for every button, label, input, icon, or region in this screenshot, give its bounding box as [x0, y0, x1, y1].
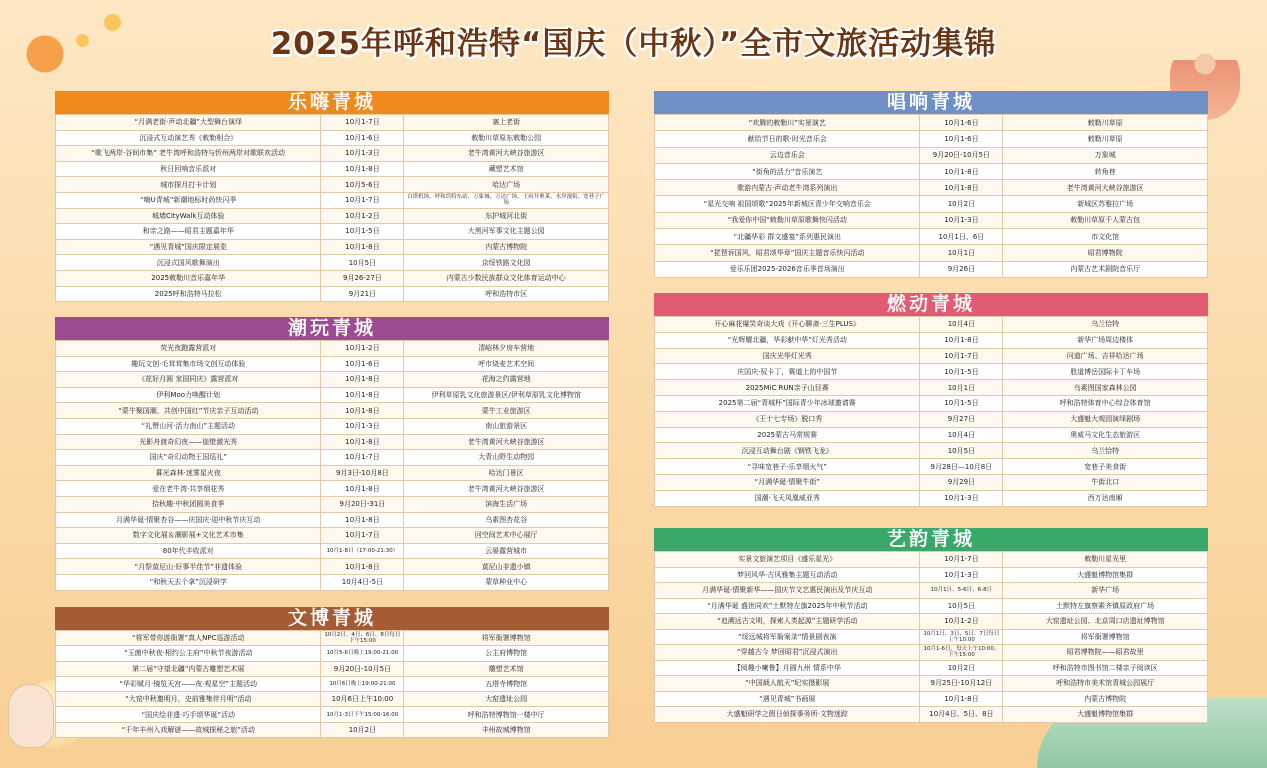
table-row: [56, 676, 609, 691]
event-name: 爱乐乐团2025-2026音乐季首场演出: [655, 261, 920, 277]
event-name: 国潮·飞天凤凰威亚秀: [655, 490, 920, 506]
table-row: [655, 245, 1208, 261]
event-name: 国庆“奇幻动物王国巡礼”: [56, 450, 321, 466]
event-date: 9月25日-10月12日: [920, 676, 1003, 692]
event-venue: 蒙牛工业旅游区: [404, 403, 609, 419]
event-venue: 乌素图杏花谷: [404, 512, 609, 528]
table-row: [655, 212, 1208, 228]
event-name: 【阅趣小喇鲁】月圆九州 情系中华: [655, 660, 920, 676]
event-name: 沉浸式国风歌舞演出: [56, 255, 321, 271]
table-row: [56, 115, 609, 131]
table-row: [56, 286, 609, 302]
section-chaowan: [55, 317, 609, 591]
table-row: [56, 146, 609, 162]
event-venue: 大窑遗址公园: [404, 692, 609, 707]
event-name: 沉浸式互动演艺秀《敕勒相合》: [56, 130, 321, 146]
event-venue: 伊利草原乳文化旅游景区/伊利草原乳文化博物馆: [404, 387, 609, 403]
table-row: [56, 434, 609, 450]
event-venue: 老牛湾黄河大峡谷旅游区: [404, 481, 609, 497]
event-date: 10月1-8日: [920, 180, 1003, 196]
event-date: 9月20日-10月5日: [920, 147, 1003, 163]
event-name: “月满华诞·情聚牛街”: [655, 474, 920, 490]
section-title: 艺韵青城: [654, 528, 1208, 551]
event-name: “遇见青城”书画展: [655, 691, 920, 707]
event-name: “中国载人航天”纪实摄影展: [655, 676, 920, 692]
event-date: 10月1-7日: [920, 348, 1003, 364]
event-venue: 大窑遗址公园、北京周口店遗址博物馆: [1003, 614, 1208, 630]
table-row: [655, 474, 1208, 490]
event-name: 云边音乐会: [655, 147, 920, 163]
event-name: 爱在老牛湾·共享烟花秀: [56, 481, 321, 497]
event-name: 2025呼和浩特马拉松: [56, 286, 321, 302]
event-venue: 呼市烧麦艺术空间: [404, 356, 609, 372]
event-date: 10月1-8日: [920, 332, 1003, 348]
table-row: [655, 261, 1208, 277]
event-date: 10月1-3日: [321, 146, 404, 162]
event-date: 10月1日、3日、5日、7日每日上午10:00: [920, 629, 1003, 645]
event-date: 10月1-8日: [321, 161, 404, 177]
table-row: [56, 192, 609, 208]
event-name: “北疆华彩 群文盛宴”系列惠民演出: [655, 229, 920, 245]
table-row: [655, 427, 1208, 443]
event-date: 10月2日: [920, 196, 1003, 212]
event-name: 拾秋趣·中秋团圆美食季: [56, 496, 321, 512]
section-yiyun: [654, 528, 1208, 723]
table-row: [56, 130, 609, 146]
event-name: 献给节日的歌·时光音乐会: [655, 131, 920, 147]
event-name: 趣玩文创·毛茸茸集市场文创互动体验: [56, 356, 321, 372]
event-name: 开心麻花爆笑奇谈大戏《开心聊斋·三生PLUS》: [655, 317, 920, 333]
event-name: “我爱你中国”敕勒川草原歌舞快闪活动: [655, 212, 920, 228]
event-date: 9月29日: [920, 474, 1003, 490]
event-date: 10月1-8日: [920, 691, 1003, 707]
table-row: [655, 707, 1208, 723]
event-venue: 五塔寺博物馆: [404, 676, 609, 691]
event-venue: 敕勒川草原东敕勒公园: [404, 130, 609, 146]
event-name: 80年代丰收派对: [56, 543, 321, 559]
event-name: 歌游内蒙古·声动老牛湾系列演出: [655, 180, 920, 196]
event-venue: 呼和浩特博物馆一楼中厅: [404, 707, 609, 722]
event-venue: 转角巷: [1003, 163, 1208, 179]
event-date: 9月20日-31日: [321, 496, 404, 512]
event-venue: 土默特左旗察素齐镇原政府广场: [1003, 598, 1208, 614]
event-venue: 哈达广场: [404, 177, 609, 193]
event-name: “穿越古今 梦回昭君”沉浸式演出: [655, 645, 920, 661]
table-row: [655, 332, 1208, 348]
event-date: 10月1-6日: [321, 130, 404, 146]
event-date: 10月1-8日: [321, 434, 404, 450]
event-date: 10月1-3日: [920, 212, 1003, 228]
table-row: [56, 403, 609, 419]
event-venue: 将军衙署博物馆: [1003, 629, 1208, 645]
table-row: [655, 614, 1208, 630]
table-row: [655, 147, 1208, 163]
event-name: “琵琶诉国风，昭君颂华章”国庆主题音乐快闪活动: [655, 245, 920, 261]
event-date: 10月1日、5-6日、6-8日: [920, 583, 1003, 599]
table-row: [655, 660, 1208, 676]
event-name: 伊利Moo力唤醒计划: [56, 387, 321, 403]
event-venue: 京绥铁路文化园: [404, 255, 609, 271]
event-date: 10月5日: [920, 443, 1003, 459]
event-date: 10月4日-5日: [321, 574, 404, 590]
table-row: [655, 348, 1208, 364]
event-name: 暮光森林·迷雾星火夜: [56, 465, 321, 481]
event-date: 10月5-6日: [321, 177, 404, 193]
event-venue: 乌素图国家森林公园: [1003, 380, 1208, 396]
event-date: 10月1-7日: [321, 192, 404, 208]
event-date: 10月1日: [920, 380, 1003, 396]
event-venue: 敕勒川草原: [1003, 131, 1208, 147]
table-row: [56, 450, 609, 466]
section-changxiang: [654, 91, 1208, 278]
event-venue: 云晏露营城市: [404, 543, 609, 559]
event-name: “星光交响 祖国颂歌”2025年新城区青少年交响音乐会: [655, 196, 920, 212]
event-date: 10月6日上午10:00: [321, 692, 404, 707]
event-date: 10月1-2日: [920, 614, 1003, 630]
table-row: [655, 490, 1208, 506]
event-venue: 老牛湾黄河大峡谷旅游区: [1003, 180, 1208, 196]
event-table: [654, 114, 1208, 278]
table-row: [56, 631, 609, 646]
event-date: 10月1-6日: [920, 131, 1003, 147]
event-date: 10月1-7日: [321, 528, 404, 544]
table-row: [56, 661, 609, 676]
event-venue: 宽巷子美食街: [1003, 459, 1208, 475]
event-date: 10月1-5日: [920, 395, 1003, 411]
event-table: [55, 114, 609, 302]
table-row: [56, 543, 609, 559]
table-row: [56, 528, 609, 544]
table-row: [56, 341, 609, 357]
table-row: [655, 163, 1208, 179]
event-date: 10月1-3日: [321, 418, 404, 434]
table-row: [655, 317, 1208, 333]
event-name: 实景文旅演艺项目《盛乐星光》: [655, 552, 920, 568]
event-name: 2025MiC RUN亲子山径赛: [655, 380, 920, 396]
table-row: [655, 676, 1208, 692]
event-date: 10月5日: [920, 598, 1003, 614]
table-row: [56, 722, 609, 737]
event-date: 9月21日: [321, 286, 404, 302]
table-row: [56, 239, 609, 255]
event-date: 10月1-8日: [321, 512, 404, 528]
event-venue: 西万达南厢: [1003, 490, 1208, 506]
page-title: 2025年呼和浩特“国庆（中秋）”全市文旅活动集锦: [270, 26, 997, 62]
event-name: “玉菌中秋夜·相约公主府”中秋节夜游活动: [56, 646, 321, 661]
event-venue: 大黑河军事文化主题公园: [404, 224, 609, 240]
table-row: [56, 255, 609, 271]
table-row: [655, 380, 1208, 396]
event-date: 10月1-6日: [321, 356, 404, 372]
table-row: [56, 496, 609, 512]
event-venue: 万象城: [1003, 147, 1208, 163]
event-venue: 白塔机场、呼和浩特东站、万象城、万达广场、王府井奥莱、水岸漫街、宽巷子广场: [404, 192, 609, 208]
event-venue: 乌兰恰特: [1003, 317, 1208, 333]
event-date: 10月2日、4日、6日、8日每日下午15:00: [321, 631, 404, 646]
event-date: 10月1-8日（17:00-21:30）: [321, 543, 404, 559]
event-date: 10月2日: [920, 660, 1003, 676]
event-venue: 内蒙古博物院: [1003, 691, 1208, 707]
event-venue: 南山旅游景区: [404, 418, 609, 434]
event-date: 10月1-3日: [920, 490, 1003, 506]
event-name: “欢腾的敕勒川”实景演艺: [655, 115, 920, 131]
event-name: 《花好月圆 家国同庆》露营派对: [56, 372, 321, 388]
event-date: 10月1日: [920, 245, 1003, 261]
event-venue: 回空间艺术中心展厅: [404, 528, 609, 544]
table-row: [655, 552, 1208, 568]
event-venue: 问道广场、吉祥哈达广场: [1003, 348, 1208, 364]
table-row: [655, 629, 1208, 645]
table-row: [56, 208, 609, 224]
event-name: “月满老街·声动北疆”大型舞台演绎: [56, 115, 321, 131]
table-row: [655, 645, 1208, 661]
event-venue: 敕勒川草原千人蒙古包: [1003, 212, 1208, 228]
event-name: 《王十七专场》脱口秀: [655, 411, 920, 427]
event-name: 数字文化展＆潮影展+文化艺术市集: [56, 528, 321, 544]
table-row: [56, 646, 609, 661]
event-venue: 将军衙署博物馆: [404, 631, 609, 646]
event-name: “绥远城将军衙案录”情景剧表演: [655, 629, 920, 645]
event-venue: 塞上老街: [404, 115, 609, 131]
event-venue: 大盛魁博物馆集群: [1003, 567, 1208, 583]
event-venue: 市文化馆: [1003, 229, 1208, 245]
event-date: 10月5-6日晚上19:00-21:00: [321, 646, 404, 661]
section-title: 乐嗨青城: [55, 91, 609, 114]
rabbit-illustration: [8, 684, 54, 748]
table-row: [56, 692, 609, 707]
event-date: 10月1-8日: [321, 481, 404, 497]
table-row: [56, 356, 609, 372]
table-row: [655, 691, 1208, 707]
event-table: [654, 316, 1208, 507]
table-row: [655, 459, 1208, 475]
table-row: [56, 465, 609, 481]
event-date: 10月1-8日: [321, 239, 404, 255]
event-date: 9月3日-10月8日: [321, 465, 404, 481]
event-venue: 昭君博物院: [1003, 245, 1208, 261]
event-venue: 敕勒川星光里: [1003, 552, 1208, 568]
event-name: 荧光夜跑露营派对: [56, 341, 321, 357]
event-venue: 清峪林夕房车营地: [404, 341, 609, 357]
event-venue: 雕塑艺术馆: [404, 661, 609, 676]
event-date: 10月1-2日: [321, 208, 404, 224]
table-row: [56, 177, 609, 193]
event-date: 10月1-7日: [920, 552, 1003, 568]
event-date: 10月6日晚上19:00-21:00: [321, 676, 404, 691]
event-venue: 老牛湾黄河大峡谷旅游区: [404, 434, 609, 450]
event-table: [55, 630, 609, 738]
event-date: 10月1-6日，每天上午10:00、下午15:00: [920, 645, 1003, 661]
event-venue: 新城区苏雅拉广场: [1003, 196, 1208, 212]
event-venue: 藏塑艺术馆: [404, 161, 609, 177]
event-date: 10月1-5日: [321, 224, 404, 240]
event-name: 光影舟渡奇幻夜——崖壁激光秀: [56, 434, 321, 450]
event-date: 10月1-8日: [321, 372, 404, 388]
event-venue: 新华广场: [1003, 583, 1208, 599]
event-date: 10月1-8日: [321, 403, 404, 419]
table-row: [56, 512, 609, 528]
event-venue: 昭君博物院——昭君故里: [1003, 645, 1208, 661]
section-lehai: [55, 91, 609, 302]
event-date: 10月1-8日: [920, 163, 1003, 179]
event-date: 10月1日、6日: [920, 229, 1003, 245]
event-name: “街角的活力”音乐演艺: [655, 163, 920, 179]
event-name: “寻味宽巷子·乐享烟火气”: [655, 459, 920, 475]
event-name: “国庆绘非遗·巧手颂华诞”活动: [56, 707, 321, 722]
event-venue: 呼和浩特市区: [404, 286, 609, 302]
event-name: “月祭莫尼山·好事半佳节”非遗体验: [56, 559, 321, 575]
table-row: [655, 567, 1208, 583]
section-wenbo: [55, 607, 609, 738]
event-venue: 东护城河北街: [404, 208, 609, 224]
table-row: [56, 161, 609, 177]
event-date: 10月1-5日: [920, 364, 1003, 380]
event-venue: 大青山野生动物园: [404, 450, 609, 466]
event-date: 10月1-8日: [321, 387, 404, 403]
event-date: 10月1-2日: [321, 341, 404, 357]
event-name: 2025第二届“青城杯”国际青少年冰球邀请赛: [655, 395, 920, 411]
event-name: “大窑中秋邀明月，史前雅集伴月明”活动: [56, 692, 321, 707]
event-date: 10月1-3日: [920, 567, 1003, 583]
event-venue: 奥威马文化生态旅游区: [1003, 427, 1208, 443]
event-name: 2025敕勒川音乐嘉年华: [56, 270, 321, 286]
table-row: [655, 443, 1208, 459]
table-row: [655, 411, 1208, 427]
event-name: “嗨U青城”新潮地标时尚快闪季: [56, 192, 321, 208]
table-row: [56, 418, 609, 434]
event-date: 10月1-7日: [321, 115, 404, 131]
table-row: [56, 224, 609, 240]
event-name: 城市探月打卡计划: [56, 177, 321, 193]
event-name: 大盛魁研学之假日侦探事务所·文物迷踪: [655, 707, 920, 723]
event-venue: 呼和浩特体育中心综合体育馆: [1003, 395, 1208, 411]
event-name: “月满华诞 盛世同欢”土默特左旗2025年中秋节活动: [655, 598, 920, 614]
table-row: [655, 364, 1208, 380]
table-row: [655, 180, 1208, 196]
event-name: “蒙牛聚国潮，共创中国红”节庆亲子互动活动: [56, 403, 321, 419]
event-name: 月满华诞·情聚杏谷——庆国庆·迎中秋节庆互动: [56, 512, 321, 528]
event-name: 梦回风华·古风雅集主题互动活动: [655, 567, 920, 583]
table-row: [655, 229, 1208, 245]
event-date: 10月4日: [920, 317, 1003, 333]
event-venue: 大盛魁大观园演绎剧场: [1003, 411, 1208, 427]
event-date: 9月27日: [920, 411, 1003, 427]
event-name: 2025蒙古马常规赛: [655, 427, 920, 443]
table-row: [655, 131, 1208, 147]
event-name: 沉浸互动舞台剧《钢铁飞龙》: [655, 443, 920, 459]
event-date: 10月2日: [321, 722, 404, 737]
table-row: [56, 481, 609, 497]
table-row: [56, 270, 609, 286]
event-name: “和秋天去个拿”沉浸研学: [56, 574, 321, 590]
event-venue: 滨海生活广场: [404, 496, 609, 512]
event-name: “追溯远古文明，探索人类起源”主题研学活动: [655, 614, 920, 630]
event-venue: 老牛湾黄河大峡谷旅游区: [404, 146, 609, 162]
event-name: “华彩赋月·镜览天宫——夜·观星空”主题活动: [56, 676, 321, 691]
table-row: [56, 574, 609, 590]
event-name: “光辉耀北疆，华彩献中华”灯光秀活动: [655, 332, 920, 348]
event-venue: 内蒙古少数民族群众文化体育运动中心: [404, 270, 609, 286]
table-row: [655, 115, 1208, 131]
section-title: 潮玩青城: [55, 317, 609, 340]
event-name: 秋日回响音乐派对: [56, 161, 321, 177]
event-venue: 呼和浩特市图书馆二楼亲子阅读区: [1003, 660, 1208, 676]
event-table: [654, 551, 1208, 723]
section-title: 燃动青城: [654, 293, 1208, 316]
event-venue: 蒙草种业中心: [404, 574, 609, 590]
table-row: [655, 583, 1208, 599]
event-table: [55, 340, 609, 591]
table-row: [56, 387, 609, 403]
event-venue: 花海之约露营地: [404, 372, 609, 388]
table-row: [655, 395, 1208, 411]
event-name: 第二届“守望北疆”内蒙古雕塑艺术展: [56, 661, 321, 676]
table-row: [56, 707, 609, 722]
event-date: 10月1-3日下午15:00-16:00: [321, 707, 404, 722]
event-venue: 大盛魁博物馆集群: [1003, 707, 1208, 723]
event-date: 10月1-8日: [321, 559, 404, 575]
event-venue: 敕勒川草原: [1003, 115, 1208, 131]
event-venue: 莫尼山非遗小镇: [404, 559, 609, 575]
event-date: 10月1-7日: [321, 450, 404, 466]
event-date: 9月28日—10月8日: [920, 459, 1003, 475]
event-venue: 内蒙古博物院: [404, 239, 609, 255]
event-date: 10月4日: [920, 427, 1003, 443]
event-name: “礼赞山河·活力南山”主题活动: [56, 418, 321, 434]
event-date: 10月5日: [321, 255, 404, 271]
event-name: 国庆光华灯光秀: [655, 348, 920, 364]
event-date: 9月26-27日: [321, 270, 404, 286]
section-title: 文博青城: [55, 607, 609, 630]
event-venue: 牛街北口: [1003, 474, 1208, 490]
event-name: 和亲之路——昭君主题嘉年华: [56, 224, 321, 240]
table-row: [655, 196, 1208, 212]
event-name: “遇见青城”国庆限定展览: [56, 239, 321, 255]
event-venue: 内蒙古艺术剧院音乐厅: [1003, 261, 1208, 277]
event-venue: 乌兰恰特: [1003, 443, 1208, 459]
event-name: “歌飞两岸·谷间市集” 老牛湾呼和浩特与忻州两岸对歌联欢活动: [56, 146, 321, 162]
event-name: 城墙CityWalk互动体验: [56, 208, 321, 224]
event-name: 庆国庆·驭卡丁，赛道上的中国节: [655, 364, 920, 380]
event-venue: 哈达门景区: [404, 465, 609, 481]
event-venue: 新华广场周边楼体: [1003, 332, 1208, 348]
section-title: 唱响青城: [654, 91, 1208, 114]
event-venue: 呼和浩特市美术馆青城公园展厅: [1003, 676, 1208, 692]
event-date: 9月20日-10月5日: [321, 661, 404, 676]
table-row: [56, 559, 609, 575]
event-venue: 公主府博物馆: [404, 646, 609, 661]
section-randong: [654, 293, 1208, 507]
table-row: [56, 372, 609, 388]
table-row: [655, 598, 1208, 614]
event-date: 10月4日、5日、8日: [920, 707, 1003, 723]
event-name: 月满华诞·情聚新华——国庆节文艺惠民演出及节庆互动: [655, 583, 920, 599]
event-name: “千年丰州入戏解谜——故城探秘之旅”活动: [56, 722, 321, 737]
event-date: 9月26日: [920, 261, 1003, 277]
event-name: “将军带你游衙署”真人NPC巡游活动: [56, 631, 321, 646]
event-venue: 丰州故城博物馆: [404, 722, 609, 737]
event-venue: 胜道博岳国际卡丁车场: [1003, 364, 1208, 380]
event-date: 10月1-6日: [920, 115, 1003, 131]
